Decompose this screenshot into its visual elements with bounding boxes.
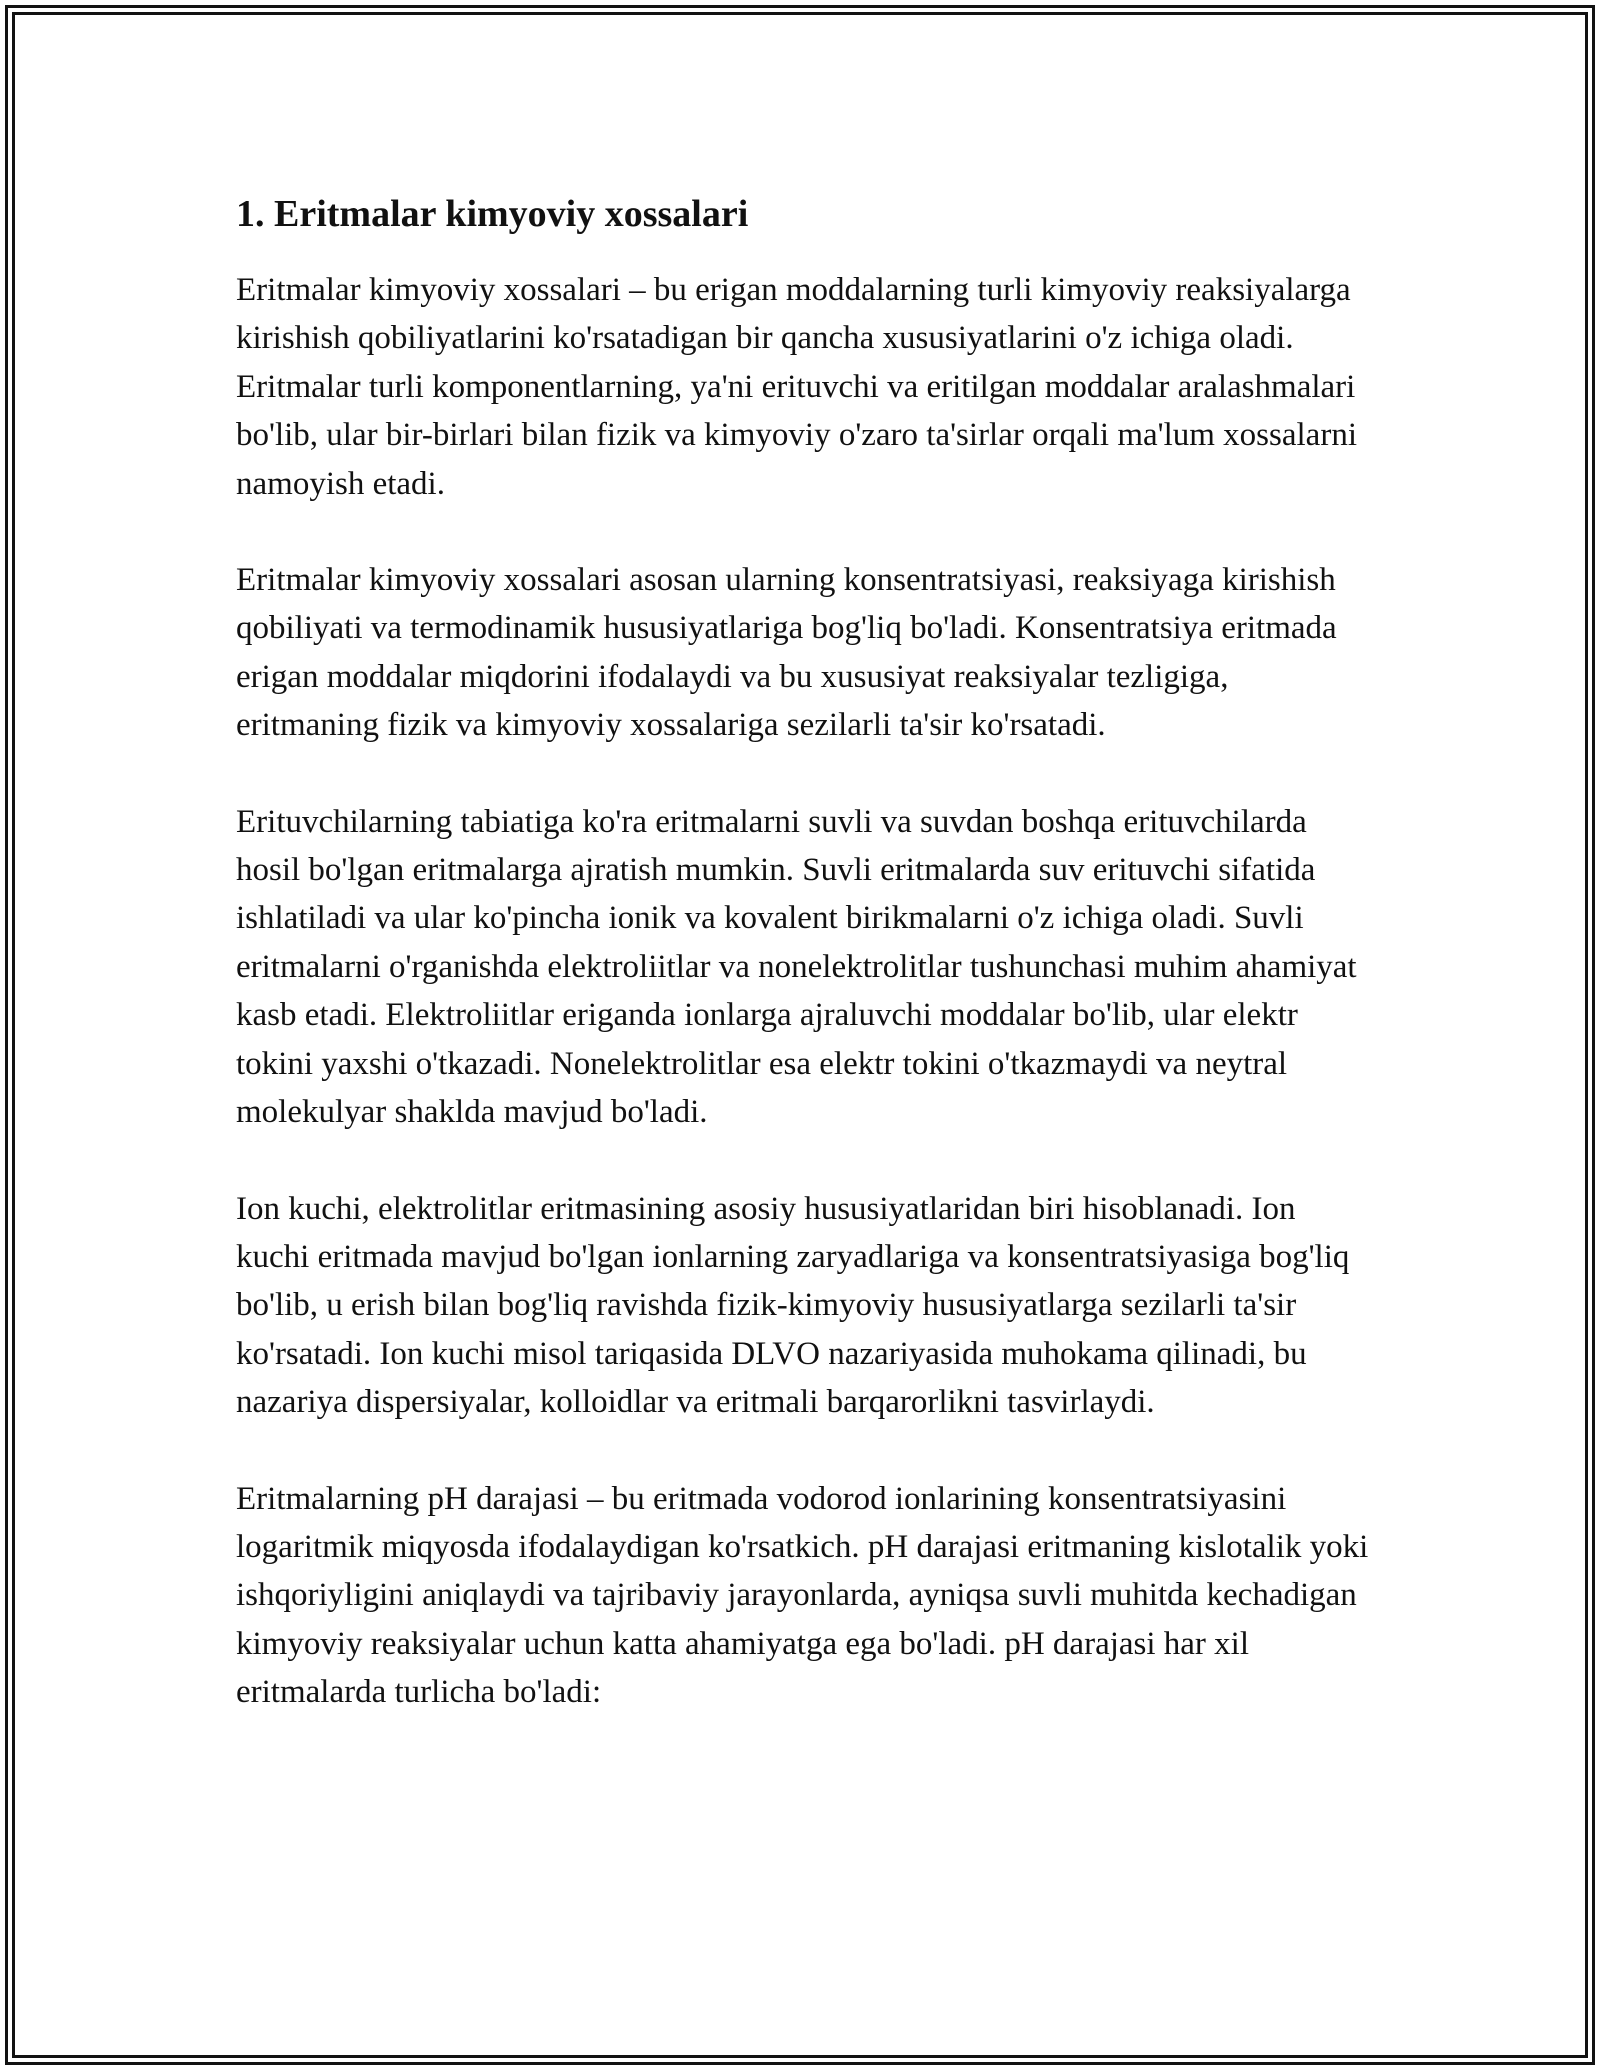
paragraph-solvent-types: Erituvchilarning tabiatiga ko'ra eritmalarni suvli va suvdan boshqa erituvchilarda hosil bo'lgan eritmalarga ajratish mumkin. Suvli eritmalarda suv erituvchi sifatida ishlatiladi va ular ko'pincha ionik va kovalent birikmalarni o'z ichiga oladi. Suvli eritmalarni o'rganishda elektroliitlar va nonelektrolitlar tushunchasi muhim ahamiyat kasb etadi. Elektroliitlar eriganda ionlarga ajraluvchi moddalar bo'lib, ular elektr tokini yaxshi o'tkazadi. Nonelektrolitlar esa elektr tokini o'tkazmaydi va neytral molekulyar shaklda mavjud bo'ladi. xyxy=(236,803,1357,1131)
paragraph-chemical-properties: Eritmalar kimyoviy xossalari – bu erigan moddalarning turli kimyoviy reaksiyalarga kirishish qobiliyatlarini ko'rsatadigan bir qancha xususiyatlarini o'z ichiga oladi. Eritmalar turli komponentlarning, ya'ni erituvchi va eritilgan moddalar aralashmalari bo'lib, ular bir-birlari bilan fizik va kimyoviy o'zaro ta'sirlar orqali ma'lum xossalarni namoyish etadi. xyxy=(236,272,1357,502)
document-body xyxy=(236,190,1376,1765)
section-heading: 1. Eritmalar kimyoviy xossalari xyxy=(236,193,749,235)
paragraph-concentration: Eritmalar kimyoviy xossalari asosan ularning konsentratsiyasi, reaksiyaga kirishish qobiliyati va termodinamik hususiyatlariga bog'liq bo'ladi. Konsentratsiya eritmada erigan moddalar miqdorini ifodalaydi va bu xususiyat reaksiyalar tezligiga, eritmaning fizik va kimyoviy xossalariga sezilarli ta'sir ko'rsatadi. xyxy=(236,562,1337,744)
paragraph-ph-level: Eritmalarning pH darajasi – bu eritmada vodorod ionlarining konsentratsiyasini logaritmik miqyosda ifodalaydigan ko'rsatkich. pH darajasi eritmaning kislotalik yoki ishqoriyligini aniqlaydi va tajribaviy jarayonlarda, ayniqsa suvli muhitda kechadigan kimyoviy reaksiyalar uchun katta ahamiyatga ega bo'ladi. pH darajasi har xil eritmalarda turlicha bo'ladi: xyxy=(236,1480,1369,1711)
paragraph-ion-strength: Ion kuchi, elektrolitlar eritmasining asosiy hususiyatlaridan biri hisoblanadi. Ion kuchi eritmada mavjud bo'lgan ionlarning zaryadlariga va konsentratsiyasiga bog'liq bo'lib, u erish bilan bog'liq ravishda fizik-kimyoviy hususiyatlarga sezilarli ta'sir ko'rsatadi. Ion kuchi misol tariqasida DLVO nazariyasida muhokama qilinadi, bu nazariya dispersiyalar, kolloidlar va eritmali barqarorlikni tasvirlaydi. xyxy=(236,1190,1350,1421)
